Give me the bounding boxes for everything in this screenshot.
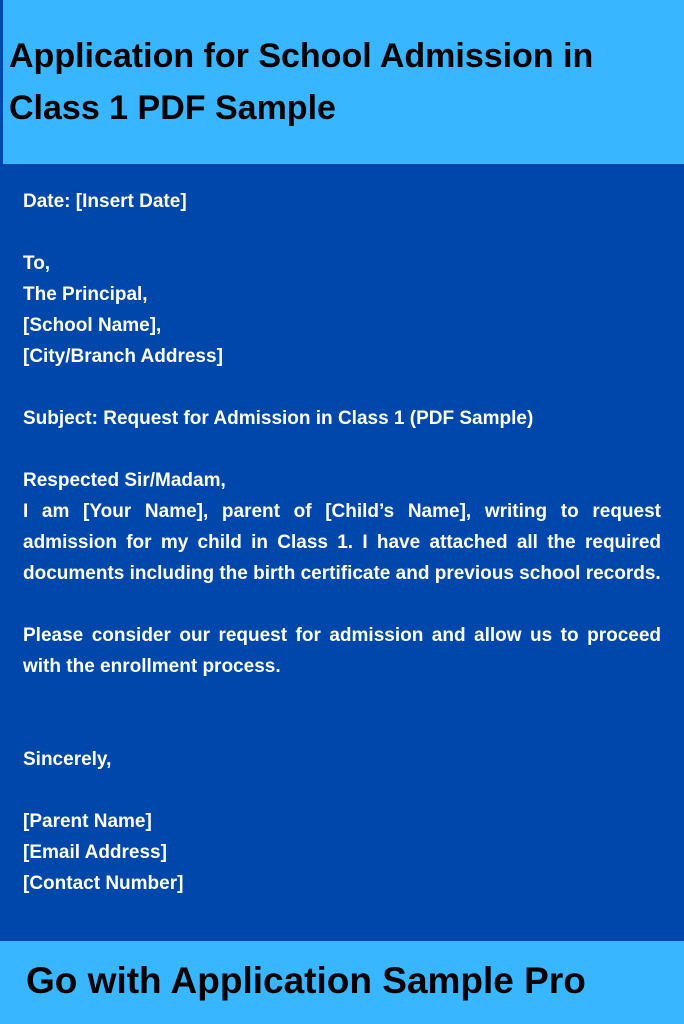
recipient-school: [School Name], [23, 315, 162, 336]
body-paragraph-1: I am [Your Name], parent of [Child’s Name], writing to request admission for my child in Class 1. I have attached all the required documents including the birth certificate and previous school records. [23, 501, 661, 584]
header-banner [0, 0, 684, 164]
spacer [23, 589, 661, 620]
spacer [23, 217, 661, 248]
signature-name: [Parent Name] [23, 811, 152, 832]
footer-banner [0, 941, 684, 1024]
spacer [23, 682, 661, 744]
spacer [23, 372, 661, 403]
recipient-address: [City/Branch Address] [23, 346, 223, 367]
letter-body [23, 186, 661, 899]
closing: Sincerely, [23, 749, 112, 770]
spacer [23, 775, 661, 806]
spacer [23, 434, 661, 465]
page-title: Application for School Admission in Class 1 PDF Sample [9, 37, 594, 127]
signature-phone: [Contact Number] [23, 873, 184, 894]
recipient-to: To, [23, 253, 51, 274]
recipient-principal: The Principal, [23, 284, 148, 305]
subject-line: Subject: Request for Admission in Class 1 (PDF Sample) [23, 408, 534, 429]
body-paragraph-2: Please consider our request for admission and allow us to proceed with the enrollment process. [23, 625, 661, 677]
salutation: Respected Sir/Madam, [23, 470, 226, 491]
signature-email: [Email Address] [23, 842, 167, 863]
footer-tagline: Go with Application Sample Pro [26, 960, 586, 1001]
date-line: Date: [Insert Date] [23, 191, 187, 212]
